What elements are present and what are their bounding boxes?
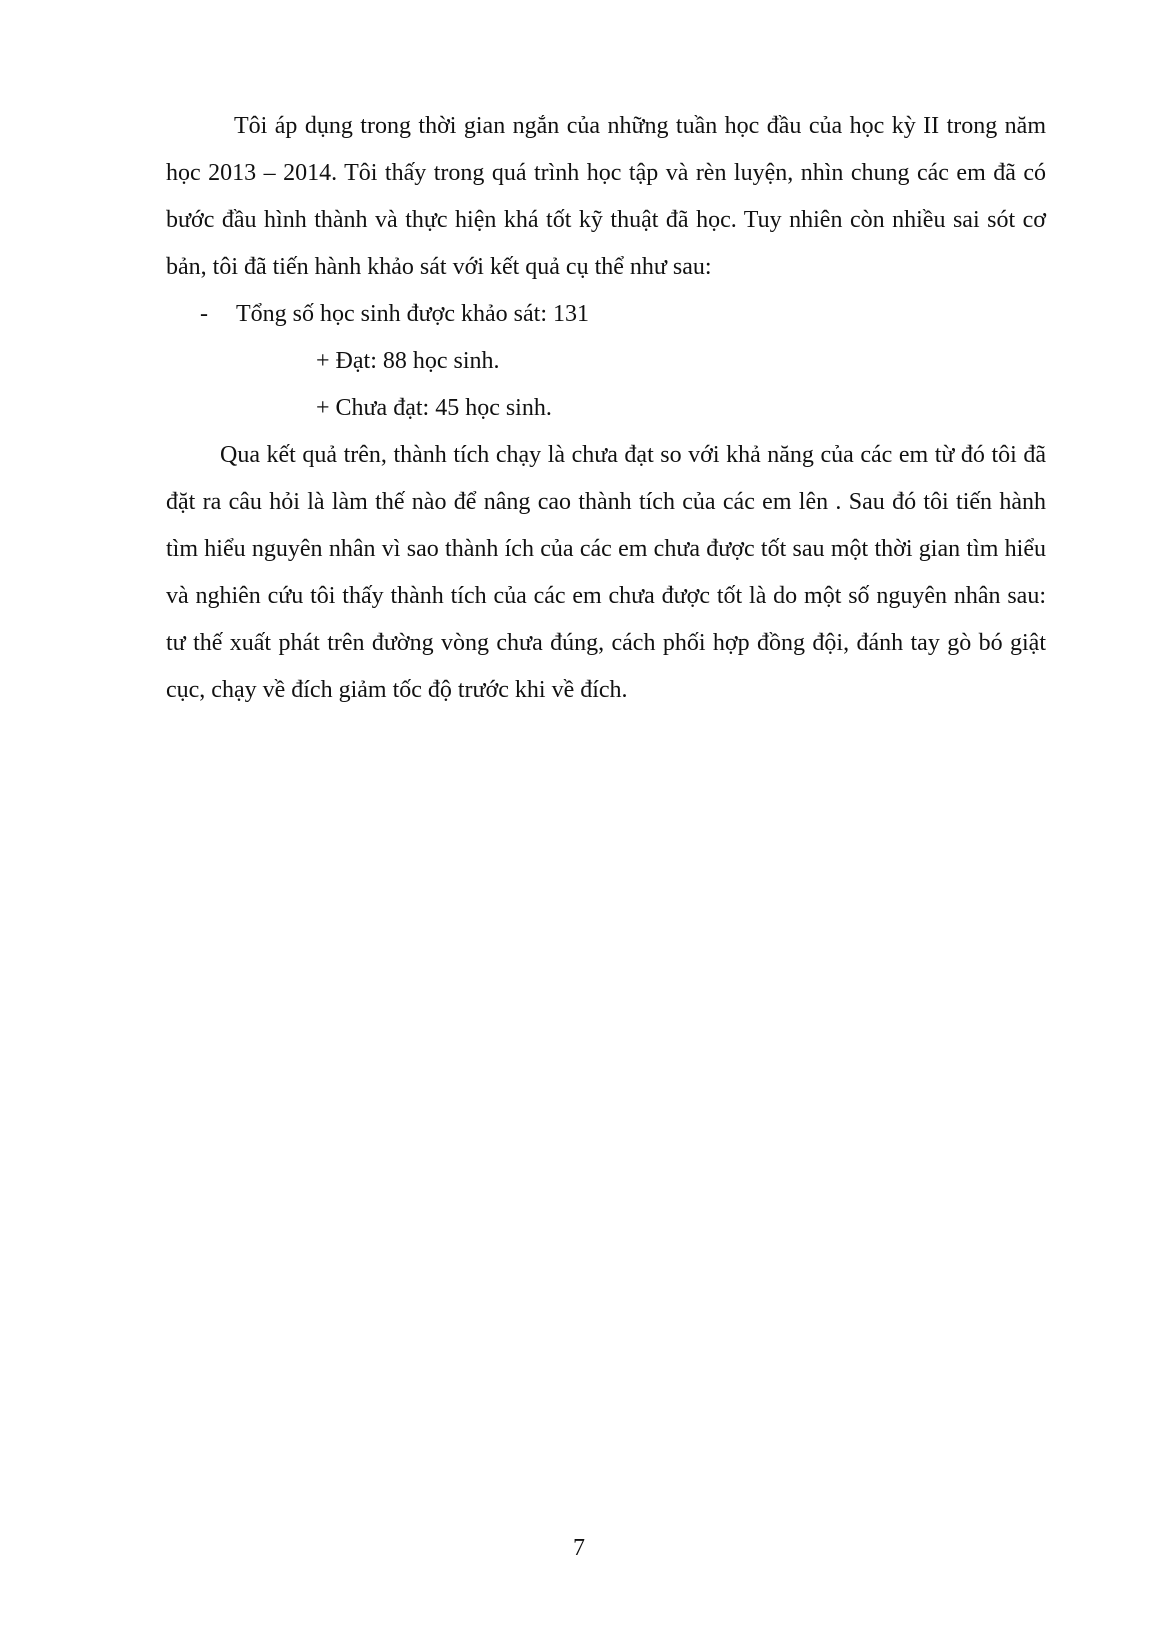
list-item-label: Tổng số học sinh được khảo sát: 131 [236,301,589,327]
document-body [166,103,1046,714]
paragraph-intro: Tôi áp dụng trong thời gian ngắn của những tuần học đầu của học kỳ II trong năm học 2013 – 2014. Tôi thấy trong quá trình học tập và rèn luyện, nhìn chung các em đã có bước đầu hình thành và thực hiện khá tốt kỹ thuật đã học. Tuy nhiên còn nhiều sai sót cơ bản, tôi đã tiến hành khảo sát với kết quả cụ thể như sau: [166,113,1046,280]
list-item-total-students [166,291,1046,338]
sub-item-pass: + Đạt: 88 học sinh. [316,348,500,374]
list-dash: - [200,301,208,327]
sub-item-fail: + Chưa đạt: 45 học sinh. [316,395,552,421]
paragraph-analysis: Qua kết quả trên, thành tích chạy là chưa đạt so với khả năng của các em từ đó tôi đã đặt ra câu hỏi là làm thế nào để nâng cao thành tích của các em lên . Sau đó tôi tiến hành tìm hiểu nguyên nhân vì sao thành ích của các em chưa được tốt sau một thời gian tìm hiểu và nghiên cứu tôi thấy thành tích của các em chưa được tốt là do một số nguyên nhân sau: tư thế xuất phát trên đường vòng chưa đúng, cách phối hợp đồng đội, đánh tay gò bó giật cục, chạy về đích giảm tốc độ trước khi về đích. [166,442,1046,703]
page-number: 7 [573,1535,585,1561]
